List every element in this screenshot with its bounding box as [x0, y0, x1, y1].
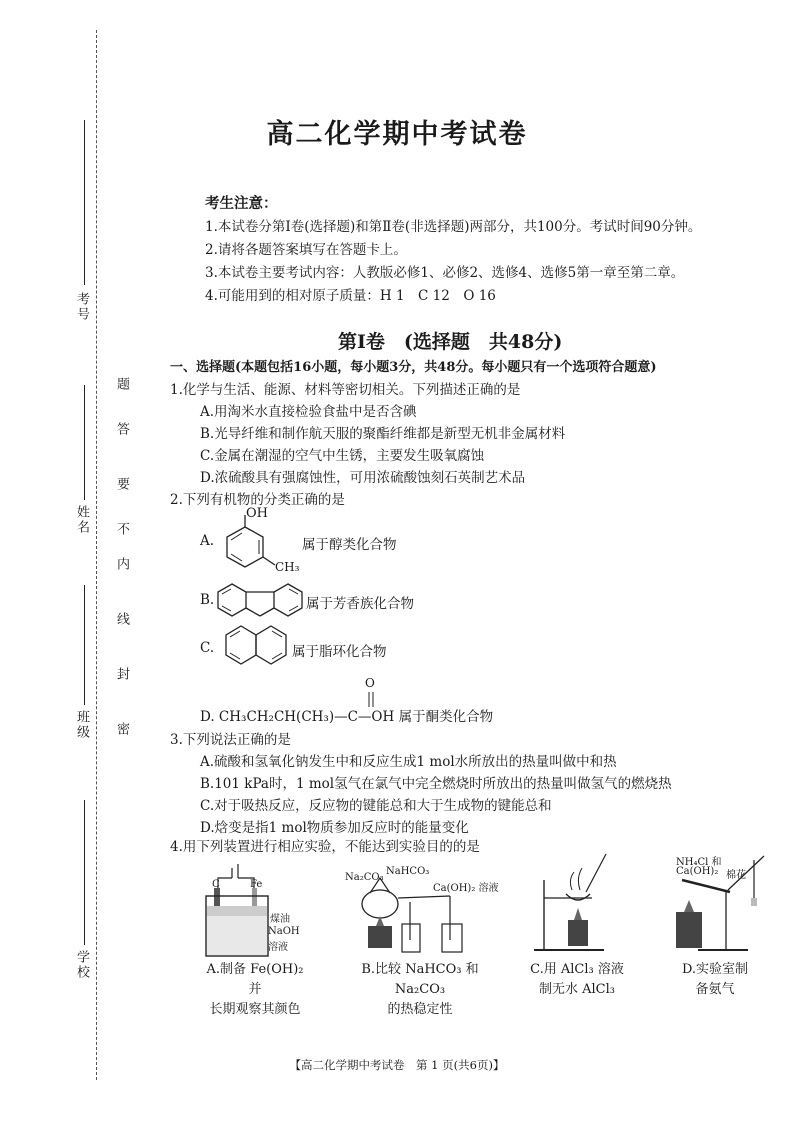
kerosene-label: 煤油: [270, 914, 290, 925]
seal-char: 不: [114, 522, 129, 537]
question-stem-1: 1.化学与生活、能源、材料等密切相关。下列描述正确的是: [170, 382, 521, 398]
seal-dashed-line: [96, 30, 97, 1080]
notice-item: 2.请将各题答案填写在答题卡上。: [205, 242, 407, 258]
field-line-name: [84, 385, 85, 500]
option-1a: A.用淘米水直接检验食盐中是否含碘: [200, 404, 417, 420]
seal-char: 题: [114, 377, 129, 392]
caption-apparatus-c: C.用 AlCl₃ 溶液 制无水 AlCl₃: [530, 962, 624, 997]
option-3d: D.焓变是指1 mol物质参加反应时的能量变化: [200, 820, 469, 836]
seal-char: 封: [114, 667, 129, 682]
oh-group-label: OH: [246, 506, 268, 521]
option-1b: B.光导纤维和制作航天服的聚酯纤维都是新型无机非金属材料: [200, 426, 566, 442]
caption-apparatus-a: A.制备 Fe(OH)₂ 并 长期观察其颜色: [206, 962, 304, 1017]
ch3-group-label: CH₃: [275, 560, 300, 574]
seal-char: 要: [114, 477, 129, 492]
field-line-school: [84, 800, 85, 945]
option-3b: B.101 kPa时，1 mol氢气在氯气中完全燃烧时所放出的热量叫做氢气的燃烧热: [200, 776, 672, 792]
caption-apparatus-d: D.实验室制 备氨气: [681, 962, 749, 997]
question-stem-2: 2.下列有机物的分类正确的是: [170, 492, 345, 508]
section-title: 第Ⅰ卷 (选择题 共48分): [338, 331, 563, 353]
caption-apparatus-b: B.比较 NaHCO₃ 和 Na₂CO₃ 的热稳定性: [361, 962, 479, 1017]
evaporation-apparatus-diagram: [530, 850, 620, 958]
notice-item: 4.可能用到的相对原子质量：H 1 C 12 O 16: [205, 288, 496, 304]
solution-label: 溶液: [268, 942, 288, 953]
naphthalene-structure: [224, 622, 292, 670]
option-2d: D. CH₃CH₂CH(CH₃)—C—OH 属于酮类化合物: [200, 709, 494, 725]
nh4cl-label: NH₄Cl 和: [676, 857, 722, 868]
na2co3-label: Na₂CO₃: [345, 872, 384, 883]
seal-char: 答: [114, 422, 129, 437]
seal-char: 线: [114, 612, 129, 627]
notice-item: 3.本试卷主要考试内容：人教版必修1、必修2、选修4、选修5第一章至第二章。: [205, 265, 685, 281]
option-1d: D.浓硫酸具有强腐蚀性，可用浓硫酸蚀刻石英制艺术品: [200, 470, 526, 486]
option-3a: A.硫酸和氢氧化钠发生中和反应生成1 mol水所放出的热量叫做中和热: [200, 754, 617, 770]
option-2a-label: A.: [200, 533, 215, 549]
question-stem-4: 4.用下列装置进行相应实验，不能达到实验目的的是: [170, 839, 480, 855]
cotton-label: 棉花: [726, 870, 746, 881]
naoh-label: NaOH: [268, 926, 300, 937]
nahco3-label: NaHCO₃: [386, 866, 430, 877]
calcium-hydroxide-label: Ca(OH)₂: [676, 866, 719, 877]
carbonyl-o-label: O: [365, 676, 375, 690]
page-footer: 【高二化学期中考试卷 第 1 页(共6页)】: [289, 1058, 505, 1072]
option-2b-label: B.: [200, 592, 215, 608]
page-title: 高二化学期中考试卷: [266, 119, 528, 150]
field-line-class: [84, 585, 85, 705]
field-label-name: 姓名: [74, 505, 89, 535]
field-label-exam-number: 考号: [74, 292, 89, 322]
option-1c: C.金属在潮湿的空气中生锈，主要发生吸氧腐蚀: [200, 448, 485, 464]
seal-char: 内: [114, 557, 129, 572]
electrode-c-label: C: [212, 879, 220, 890]
option-2a-text: 属于醇类化合物: [302, 537, 397, 553]
notice-heading: 考生注意：: [205, 195, 278, 212]
option-2b-text: 属于芳香族化合物: [306, 596, 414, 612]
option-3c: C.对于吸热反应，反应物的键能总和大于生成物的键能总和: [200, 798, 552, 814]
field-label-class: 班级: [74, 710, 89, 740]
notice-item: 1.本试卷分第Ⅰ卷(选择题)和第Ⅱ卷(非选择题)两部分，共100分。考试时间90分钟。: [205, 219, 702, 235]
limewater-label: Ca(OH)₂ 溶液: [433, 883, 499, 894]
electrode-fe-label: Fe: [250, 879, 263, 890]
seal-char: 密: [114, 722, 129, 737]
option-2c-label: C.: [200, 640, 215, 656]
option-2c-text: 属于脂环化合物: [292, 644, 387, 660]
question-stem-3: 3.下列说法正确的是: [170, 732, 291, 748]
fluorene-structure: [214, 580, 306, 620]
section-instruction: 一、选择题(本题包括16小题，每小题3分，共48分。每小题只有一个选项符合题意): [170, 360, 657, 375]
field-label-school: 学校: [74, 950, 89, 980]
